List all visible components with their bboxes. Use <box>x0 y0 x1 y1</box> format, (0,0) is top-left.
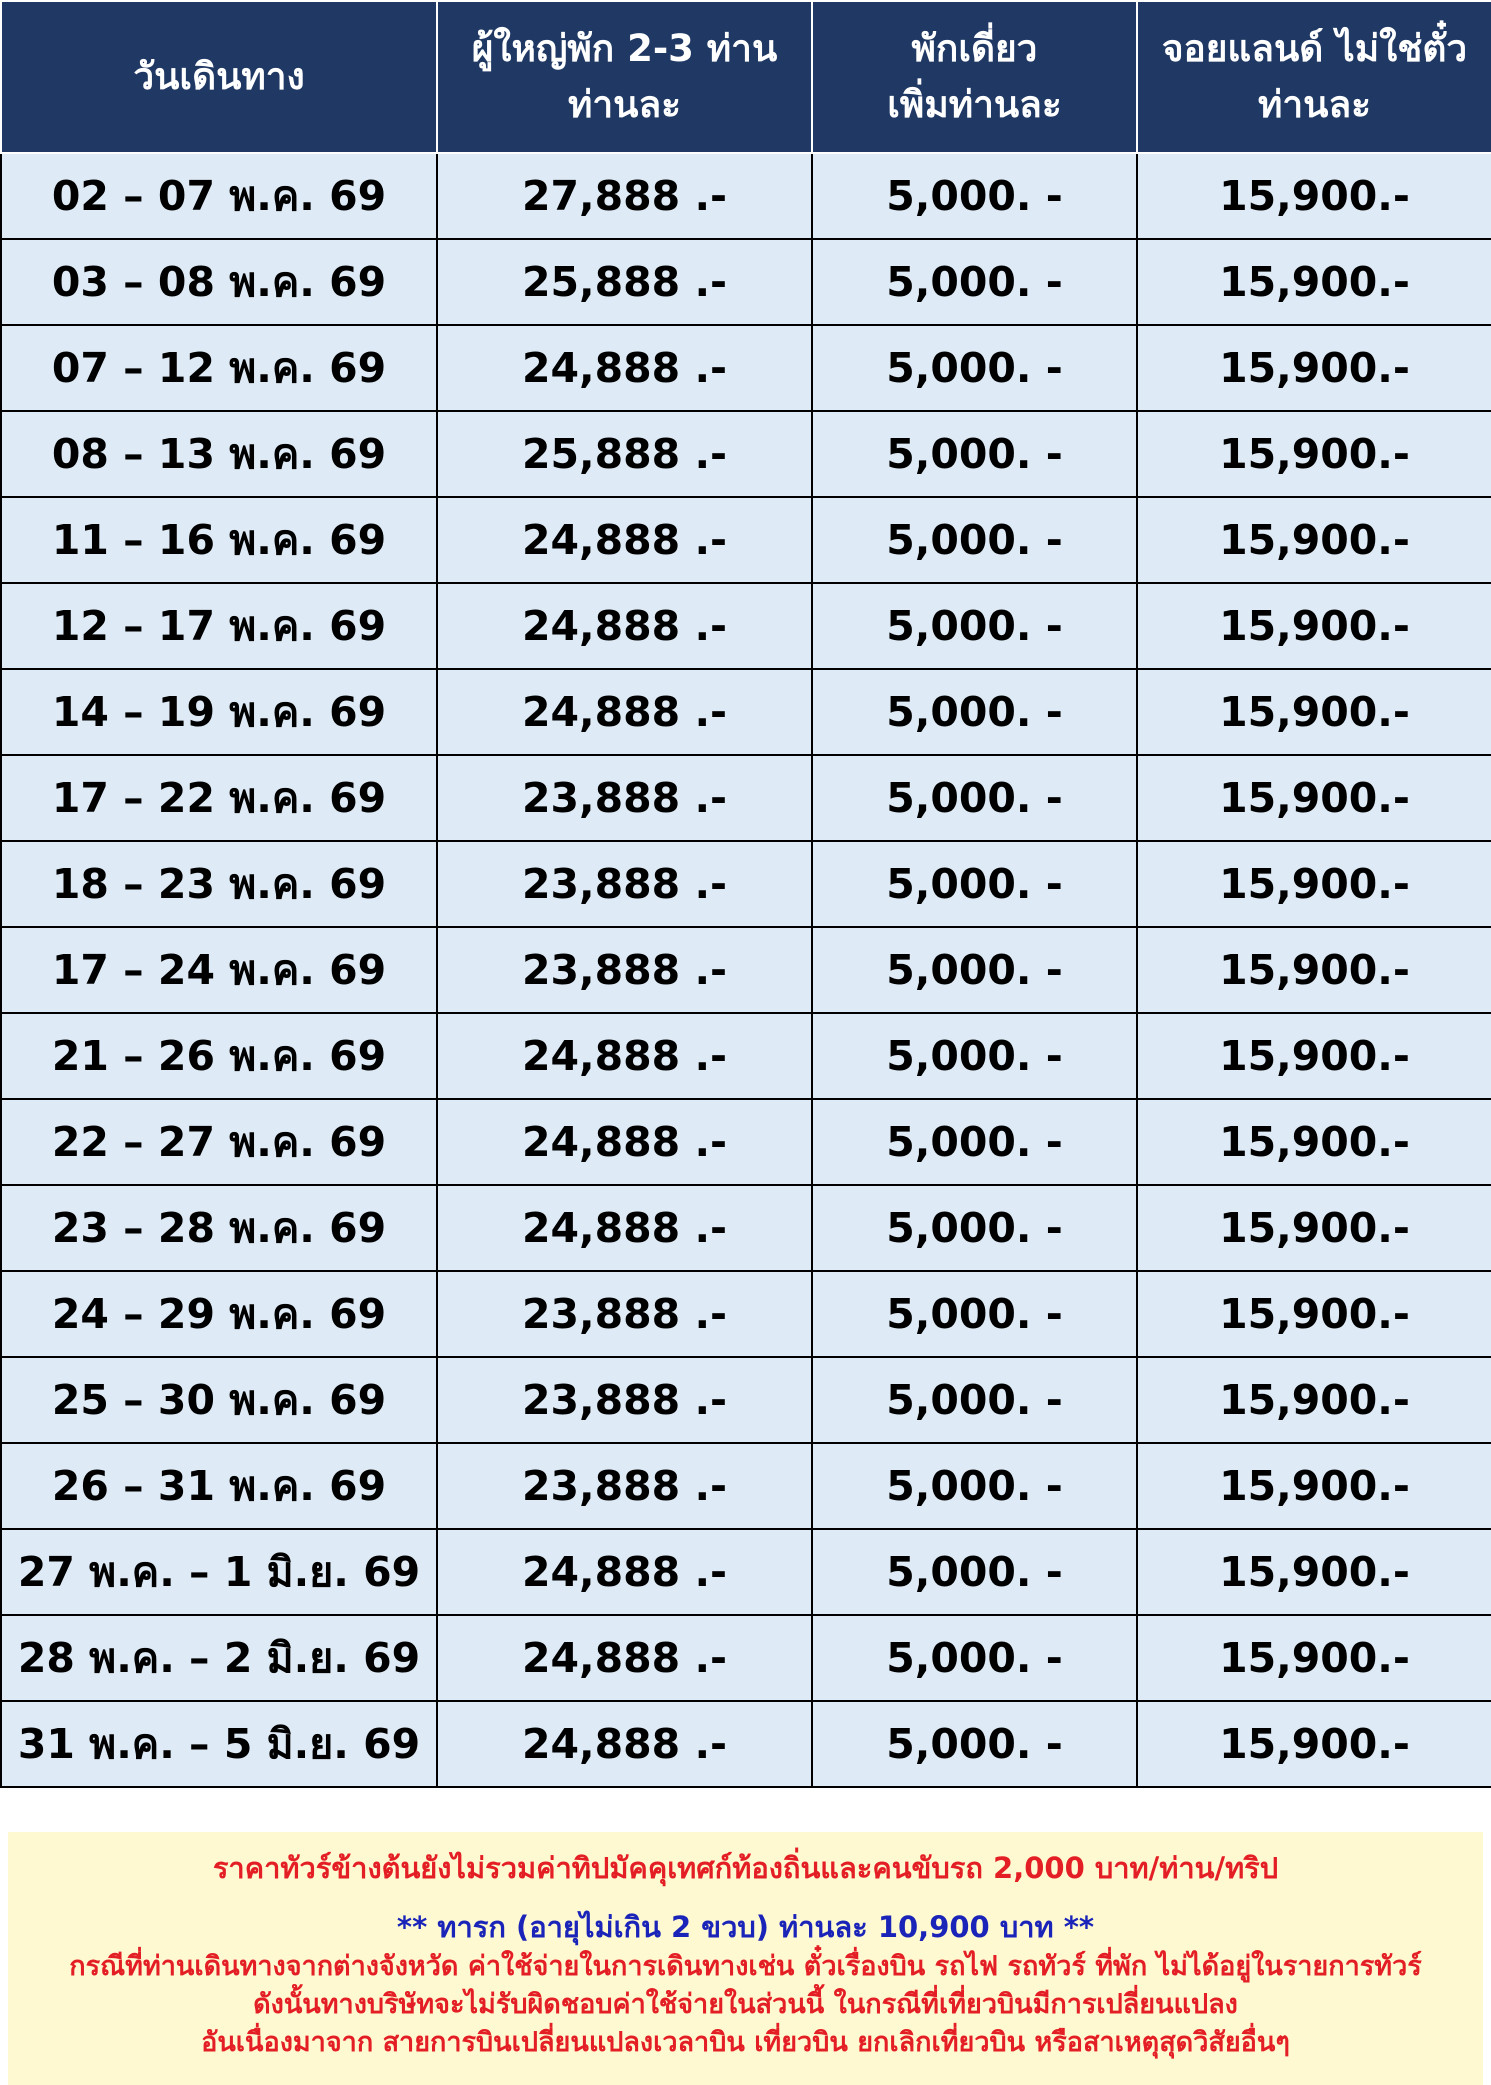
single-supplement-cell: 5,000. - <box>812 1357 1137 1443</box>
date-cell: 31 พ.ค. – 5 มิ.ย. 69 <box>1 1701 437 1787</box>
table-row <box>1 841 1491 927</box>
single-supplement-cell: 5,000. - <box>812 1615 1137 1701</box>
single-supplement-cell: 5,000. - <box>812 153 1137 239</box>
table-row <box>1 411 1491 497</box>
date-cell: 27 พ.ค. – 1 มิ.ย. 69 <box>1 1529 437 1615</box>
single-supplement-cell: 5,000. - <box>812 755 1137 841</box>
adult-price-cell: 24,888 .- <box>437 1185 812 1271</box>
table-row <box>1 1271 1491 1357</box>
adult-price-cell: 24,888 .- <box>437 1701 812 1787</box>
header-adult-line2: ท่านละ <box>567 83 681 126</box>
adult-price-cell: 24,888 .- <box>437 325 812 411</box>
single-supplement-cell: 5,000. - <box>812 497 1137 583</box>
table-row <box>1 239 1491 325</box>
adult-price-cell: 25,888 .- <box>437 411 812 497</box>
single-supplement-cell: 5,000. - <box>812 1013 1137 1099</box>
header-adult-price <box>437 1 812 153</box>
joinland-price-cell: 15,900.- <box>1137 1013 1491 1099</box>
date-cell: 14 – 19 พ.ค. 69 <box>1 669 437 755</box>
adult-price-cell: 27,888 .- <box>437 153 812 239</box>
table-row <box>1 1185 1491 1271</box>
adult-price-cell: 24,888 .- <box>437 1099 812 1185</box>
adult-price-cell: 24,888 .- <box>437 583 812 669</box>
single-supplement-cell: 5,000. - <box>812 1271 1137 1357</box>
joinland-price-cell: 15,900.- <box>1137 1615 1491 1701</box>
date-cell: 28 พ.ค. – 2 มิ.ย. 69 <box>1 1615 437 1701</box>
single-supplement-cell: 5,000. - <box>812 325 1137 411</box>
date-cell: 12 – 17 พ.ค. 69 <box>1 583 437 669</box>
date-cell: 24 – 29 พ.ค. 69 <box>1 1271 437 1357</box>
joinland-price-cell: 15,900.- <box>1137 325 1491 411</box>
single-supplement-cell: 5,000. - <box>812 411 1137 497</box>
date-cell: 23 – 28 พ.ค. 69 <box>1 1185 437 1271</box>
joinland-price-cell: 15,900.- <box>1137 841 1491 927</box>
adult-price-cell: 23,888 .- <box>437 755 812 841</box>
single-supplement-cell: 5,000. - <box>812 1185 1137 1271</box>
header-joinland-price <box>1137 1 1491 153</box>
header-travel-date: วันเดินทาง <box>1 1 437 153</box>
single-supplement-cell: 5,000. - <box>812 1443 1137 1529</box>
header-single-line1: พักเดี่ยว <box>911 27 1038 70</box>
joinland-price-cell: 15,900.- <box>1137 1099 1491 1185</box>
notes-box <box>8 1832 1483 2085</box>
adult-price-cell: 23,888 .- <box>437 1443 812 1529</box>
header-joinland-line2: ท่านละ <box>1257 83 1371 126</box>
table-row <box>1 153 1491 239</box>
joinland-price-cell: 15,900.- <box>1137 497 1491 583</box>
date-cell: 03 – 08 พ.ค. 69 <box>1 239 437 325</box>
date-cell: 07 – 12 พ.ค. 69 <box>1 325 437 411</box>
single-supplement-cell: 5,000. - <box>812 1099 1137 1185</box>
joinland-price-cell: 15,900.- <box>1137 1271 1491 1357</box>
table-row <box>1 1099 1491 1185</box>
joinland-price-cell: 15,900.- <box>1137 1701 1491 1787</box>
joinland-price-cell: 15,900.- <box>1137 411 1491 497</box>
joinland-price-cell: 15,900.- <box>1137 927 1491 1013</box>
single-supplement-cell: 5,000. - <box>812 669 1137 755</box>
date-cell: 22 – 27 พ.ค. 69 <box>1 1099 437 1185</box>
table-row <box>1 1701 1491 1787</box>
single-supplement-cell: 5,000. - <box>812 1701 1137 1787</box>
table-row <box>1 1013 1491 1099</box>
adult-price-cell: 24,888 .- <box>437 669 812 755</box>
note-liability: ดังนั้นทางบริษัทจะไม่รับผิดชอบค่าใช้จ่ายในส่วนนี้ ในกรณีที่เที่ยวบินมีการเปลี่ยนแปลง <box>253 1989 1238 2020</box>
adult-price-cell: 23,888 .- <box>437 1357 812 1443</box>
adult-price-cell: 24,888 .- <box>437 1013 812 1099</box>
single-supplement-cell: 5,000. - <box>812 927 1137 1013</box>
table-row <box>1 927 1491 1013</box>
date-cell: 11 – 16 พ.ค. 69 <box>1 497 437 583</box>
single-supplement-cell: 5,000. - <box>812 239 1137 325</box>
note-tip-fee: ราคาทัวร์ข้างต้นยังไม่รวมค่าทิปมัคคุเทศก์ท้องถิ่นและคนขับรถ 2,000 บาท/ท่าน/ทริป <box>212 1851 1279 1885</box>
date-cell: 26 – 31 พ.ค. 69 <box>1 1443 437 1529</box>
table-row <box>1 755 1491 841</box>
date-cell: 17 – 22 พ.ค. 69 <box>1 755 437 841</box>
header-single-line2: เพิ่มท่านละ <box>887 83 1062 126</box>
single-supplement-cell: 5,000. - <box>812 1529 1137 1615</box>
date-cell: 17 – 24 พ.ค. 69 <box>1 927 437 1013</box>
date-cell: 25 – 30 พ.ค. 69 <box>1 1357 437 1443</box>
adult-price-cell: 24,888 .- <box>437 1615 812 1701</box>
header-joinland-line1: จอยแลนด์ ไม่ใช่ตั๋ว <box>1161 27 1468 70</box>
date-cell: 08 – 13 พ.ค. 69 <box>1 411 437 497</box>
table-row <box>1 1529 1491 1615</box>
adult-price-cell: 24,888 .- <box>437 497 812 583</box>
adult-price-cell: 23,888 .- <box>437 927 812 1013</box>
joinland-price-cell: 15,900.- <box>1137 755 1491 841</box>
joinland-price-cell: 15,900.- <box>1137 583 1491 669</box>
joinland-price-cell: 15,900.- <box>1137 239 1491 325</box>
adult-price-cell: 23,888 .- <box>437 1271 812 1357</box>
note-infant-price: ** ทารก (อายุไม่เกิน 2 ขวบ) ท่านละ 10,900 บาท ** <box>396 1910 1095 1944</box>
table-row <box>1 1357 1491 1443</box>
single-supplement-cell: 5,000. - <box>812 583 1137 669</box>
header-single-supplement <box>812 1 1137 153</box>
table-row <box>1 325 1491 411</box>
table-row <box>1 497 1491 583</box>
date-cell: 21 – 26 พ.ค. 69 <box>1 1013 437 1099</box>
date-cell: 18 – 23 พ.ค. 69 <box>1 841 437 927</box>
joinland-price-cell: 15,900.- <box>1137 1529 1491 1615</box>
adult-price-cell: 24,888 .- <box>437 1529 812 1615</box>
adult-price-cell: 25,888 .- <box>437 239 812 325</box>
adult-price-cell: 23,888 .- <box>437 841 812 927</box>
joinland-price-cell: 15,900.- <box>1137 1185 1491 1271</box>
table-body <box>1 153 1491 1787</box>
table-row <box>1 669 1491 755</box>
table-row <box>1 1443 1491 1529</box>
header-adult-line1: ผู้ใหญ่พัก 2-3 ท่าน <box>471 27 778 70</box>
joinland-price-cell: 15,900.- <box>1137 153 1491 239</box>
table-row <box>1 583 1491 669</box>
date-cell: 02 – 07 พ.ค. 69 <box>1 153 437 239</box>
joinland-price-cell: 15,900.- <box>1137 669 1491 755</box>
single-supplement-cell: 5,000. - <box>812 841 1137 927</box>
note-provincial-travel: กรณีที่ท่านเดินทางจากต่างจังหวัด ค่าใช้จ่ายในการเดินทางเช่น ตั๋วเรื่องบิน รถไฟ รถทัวร์ ที่พัก ไม่ได้อยู่ในรายการทัวร์ <box>69 1951 1422 1982</box>
table-row <box>1 1615 1491 1701</box>
joinland-price-cell: 15,900.- <box>1137 1443 1491 1529</box>
table-header-row <box>1 1 1491 153</box>
joinland-price-cell: 15,900.- <box>1137 1357 1491 1443</box>
note-flight-changes: อันเนื่องมาจาก สายการบินเปลี่ยนแปลงเวลาบิน เที่ยวบิน ยกเลิกเที่ยวบิน หรือสาเหตุสุดวิสัยอื่นๆ <box>201 2027 1290 2058</box>
